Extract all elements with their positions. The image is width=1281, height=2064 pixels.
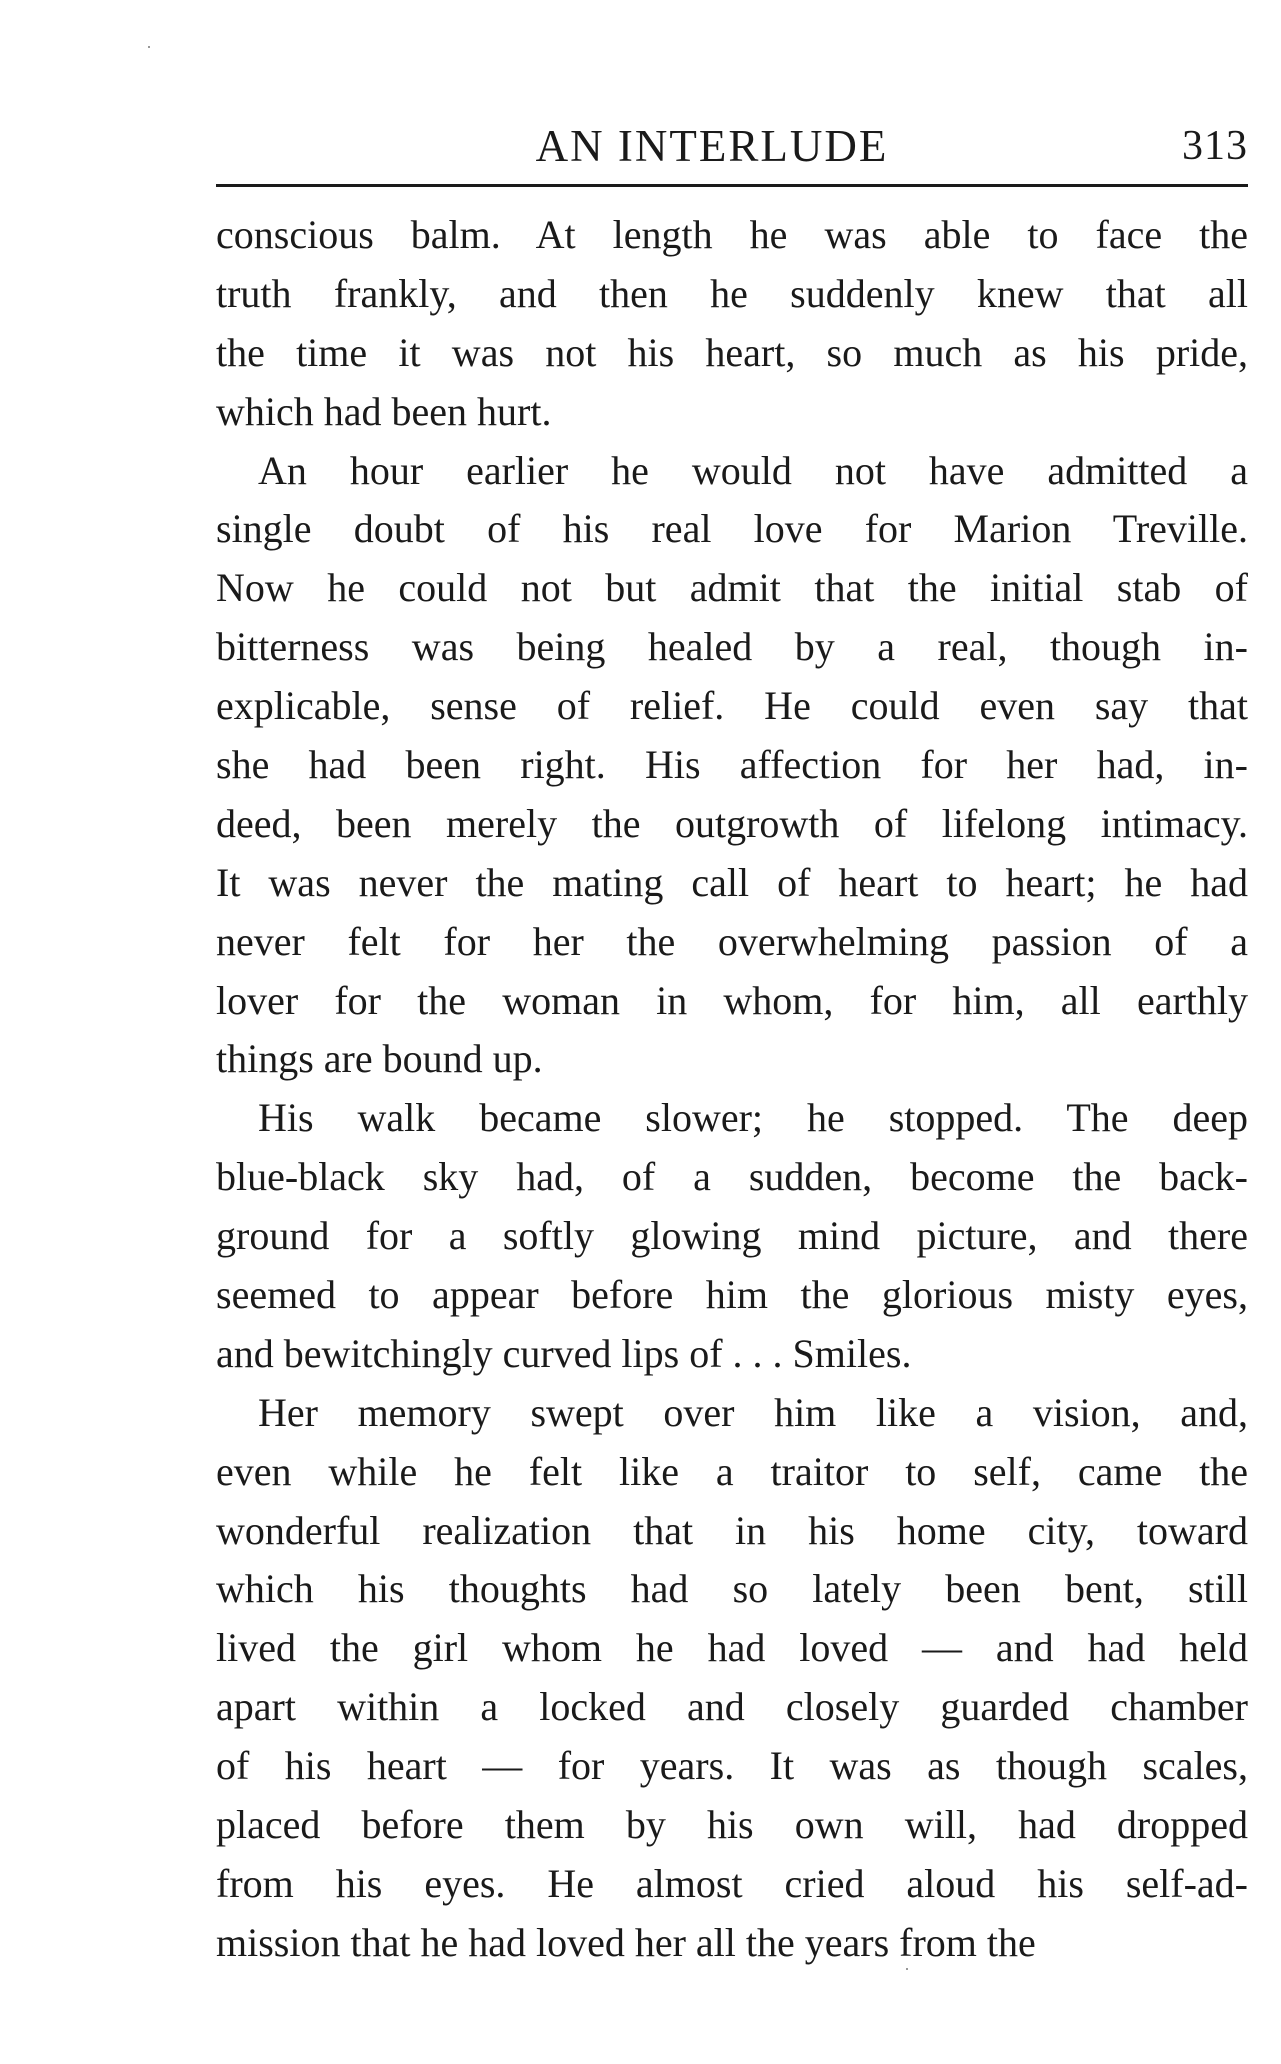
- body-text: [216, 206, 1248, 1973]
- text-line: which his thoughts had so lately been bent, still: [216, 1566, 1248, 1612]
- text-line: truth frankly, and then he suddenly knew that all: [216, 270, 1248, 316]
- text-line: lover for the woman in whom, for him, all earthly: [216, 977, 1248, 1023]
- text-line: single doubt of his real love for Marion Treville.: [216, 506, 1248, 552]
- text-line: seemed to appear before him the glorious misty eyes,: [216, 1272, 1248, 1318]
- text-line: blue-black sky had, of a sudden, become the back-: [216, 1154, 1248, 1200]
- text-line: the time it was not his heart, so much as his pride,: [216, 329, 1248, 375]
- text-line: ground for a softly glowing mind picture, and there: [216, 1213, 1248, 1259]
- running-header: [216, 118, 1248, 178]
- page-number: 313: [1182, 123, 1248, 169]
- text-line: bitterness was being healed by a real, though in-: [216, 624, 1248, 670]
- text-line: placed before them by his own will, had dropped: [216, 1802, 1248, 1848]
- paragraph: [216, 1384, 1248, 1973]
- chapter-title: AN INTERLUDE: [535, 121, 889, 171]
- text-line: which had been hurt.: [216, 388, 552, 434]
- text-line: deed, been merely the outgrowth of lifelong intimacy.: [216, 800, 1248, 846]
- text-line: wonderful realization that in his home city, toward: [216, 1507, 1248, 1553]
- text-line: It was never the mating call of heart to heart; he had: [216, 859, 1248, 905]
- paragraph: [216, 1089, 1248, 1383]
- text-line: from his eyes. He almost cried aloud his self-ad-: [216, 1860, 1248, 1906]
- text-line: An hour earlier he would not have admitted a: [258, 447, 1248, 493]
- text-line: and bewitchingly curved lips of . . . Smiles.: [216, 1330, 912, 1376]
- paragraph: [216, 206, 1248, 442]
- book-page: [216, 118, 1248, 1965]
- text-line: Now he could not but admit that the initial stab of: [216, 565, 1248, 611]
- text-line: His walk became slower; he stopped. The deep: [258, 1095, 1248, 1141]
- text-line: lived the girl whom he had loved — and had held: [216, 1625, 1248, 1671]
- scan-speck: [148, 46, 150, 48]
- text-line: she had been right. His affection for her had, in-: [216, 742, 1248, 788]
- header-rule: [216, 184, 1248, 187]
- text-line: things are bound up.: [216, 1036, 543, 1082]
- text-line: never felt for her the overwhelming passion of a: [216, 918, 1248, 964]
- text-line: explicable, sense of relief. He could even say that: [216, 683, 1248, 729]
- text-line: apart within a locked and closely guarded chamber: [216, 1684, 1248, 1730]
- text-line: Her memory swept over him like a vision, and,: [258, 1389, 1248, 1435]
- text-line: conscious balm. At length he was able to face the: [216, 212, 1248, 257]
- text-line: of his heart — for years. It was as though scales,: [216, 1743, 1248, 1789]
- text-line: even while he felt like a traitor to self, came the: [216, 1448, 1248, 1494]
- text-line: mission that he had loved her all the years from the: [216, 1919, 1036, 1965]
- scan-speck: [906, 1968, 908, 1970]
- paragraph: [216, 442, 1248, 1090]
